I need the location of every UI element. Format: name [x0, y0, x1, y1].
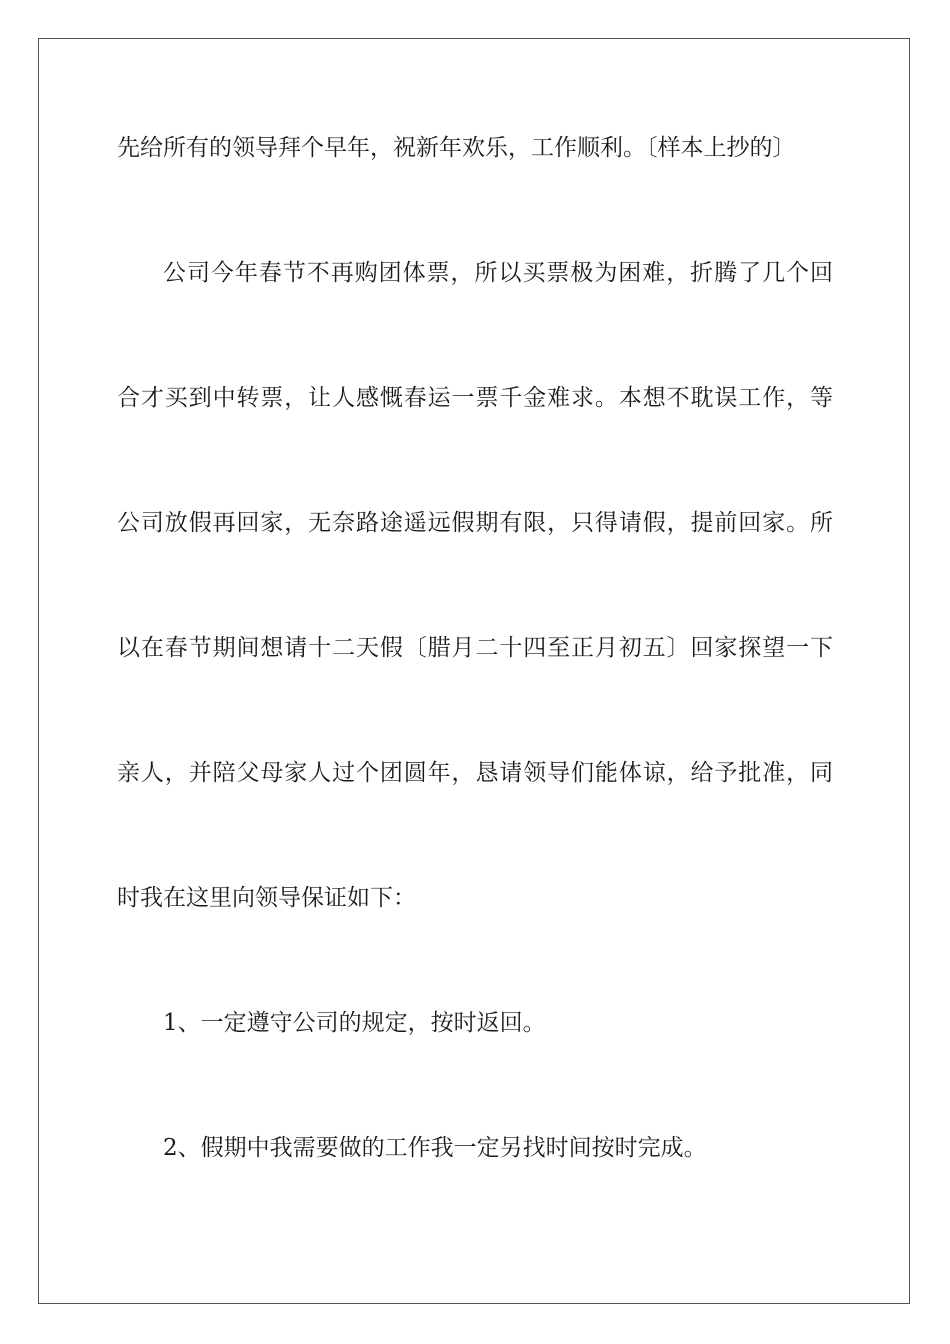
list-item-1: 1、一定遵守公司的规定，按时返回。: [163, 1010, 546, 1036]
text-line-6: 亲人，并陪父母家人过个团圆年，恳请领导们能体谅，给予批准，同: [117, 760, 833, 786]
text-line-1: 先给所有的领导拜个早年，祝新年欢乐，工作顺利。〔样本上抄的〕: [117, 135, 796, 161]
text-line-7: 时我在这里向领导保证如下：: [117, 885, 416, 911]
list-item-2: 2、假期中我需要做的工作我一定另找时间按时完成。: [163, 1135, 707, 1161]
text-line-4: 公司放假再回家，无奈路途遥远假期有限，只得请假，提前回家。所: [117, 510, 833, 536]
text-line-5: 以在春节期间想请十二天假〔腊月二十四至正月初五〕回家探望一下: [117, 635, 833, 661]
text-line-3: 合才买到中转票，让人感慨春运一票千金难求。本想不耽误工作，等: [117, 385, 833, 411]
page-frame: [38, 38, 910, 1304]
text-line-2: 公司今年春节不再购团体票，所以买票极为困难，折腾了几个回: [163, 260, 833, 286]
